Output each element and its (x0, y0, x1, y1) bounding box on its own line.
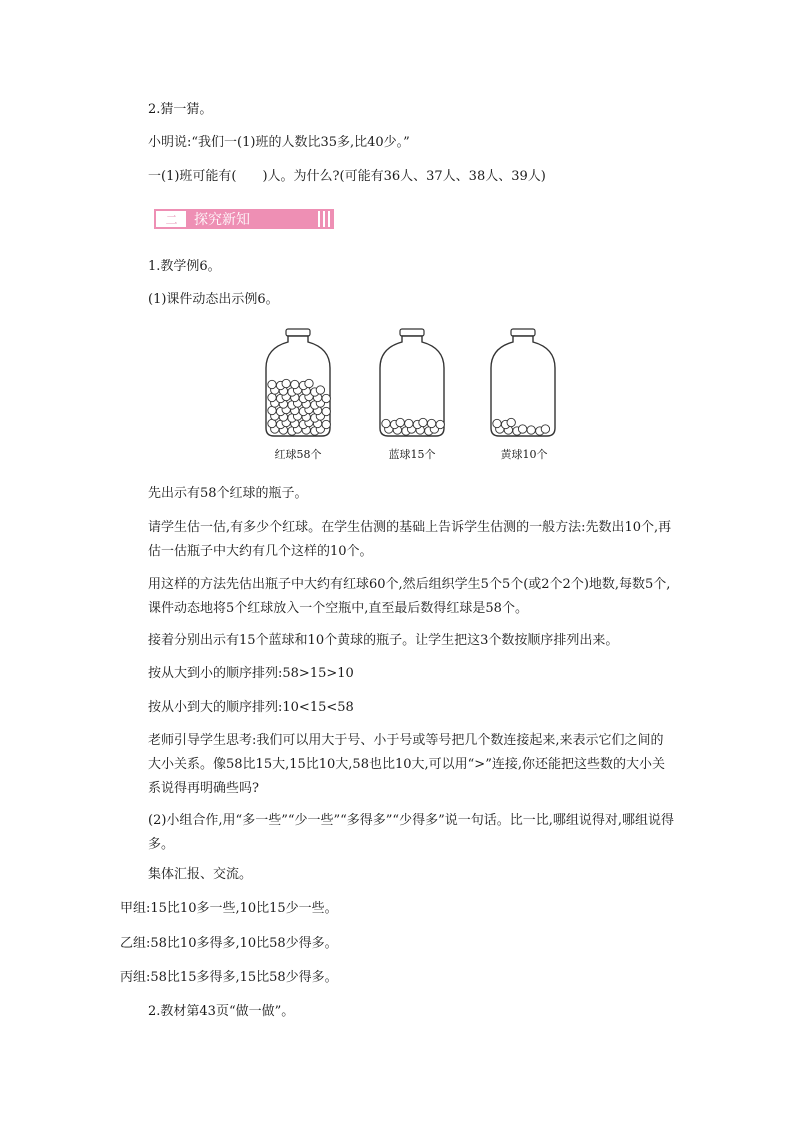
paragraph-8: (2)小组合作,用“多一些”“少一些”“多得多”“少得多”说一句话。比一比,哪组说得对,哪组说得多。 (148, 813, 674, 852)
section-number: 二 (165, 212, 177, 227)
paragraph-3: 用这样的方法先估出瓶子中大约有红球60个,然后组织学生5个5个(或2个2个)地数,每数5个,课件动态地将5个红球放入一个空瓶中,直至最后数得红球是58个。 (148, 577, 671, 616)
paragraph-10: 2.教材第43页“做一做”。 (148, 1004, 295, 1019)
guess-question: 一(1)班可能有( )人。为什么?(可能有36人、37人、38人、39人) (148, 169, 546, 184)
section-number-box (156, 211, 186, 227)
ball (493, 419, 501, 427)
jar-label-red: 红球58个 (274, 448, 322, 461)
section-banner (154, 209, 334, 229)
section-title: 探究新知 (194, 212, 250, 228)
ball (527, 426, 535, 434)
order-desc: 按从大到小的顺序排列:58>15>10 (148, 666, 354, 681)
paragraph-4: 接着分别出示有15个蓝球和10个黄球的瓶子。让学生把这3个数按顺序排列出来。 (148, 633, 619, 648)
ball (322, 420, 330, 428)
ball (405, 419, 413, 427)
ball (291, 380, 299, 388)
banner-stripes (318, 211, 330, 227)
order-asc: 按从小到大的顺序排列:10<15<58 (148, 700, 354, 715)
ball (268, 380, 276, 388)
ball (396, 418, 404, 426)
paragraph-2: 请学生估一估,有多少个红球。在学生估测的基础上告诉学生估测的一般方法:先数出10个,再估一估瓶子中大约有几个这样的10个。 (148, 520, 672, 559)
jar-label-yellow: 黄球10个 (500, 448, 548, 461)
ball (436, 420, 444, 428)
ball (316, 386, 324, 394)
ball (518, 425, 526, 433)
ball (282, 379, 290, 387)
jar-label-blue: 蓝球15个 (388, 448, 436, 461)
ball (419, 418, 427, 426)
ball (322, 407, 330, 415)
example-heading: 1.教学例6。 (148, 259, 221, 274)
paragraph-1: 先出示有58个红球的瓶子。 (148, 486, 308, 501)
paragraph-7: 老师引导学生思考:我们可以用大于号、小于号或等号把几个数连接起来,来表示它们之间的大小关系。像58比15大,15比10大,58也比10大,可以用“>”连接,你还能把这些数的大小关系说得再明确些吗? (148, 733, 665, 796)
ball (541, 425, 549, 433)
ball (322, 394, 330, 402)
ball (305, 379, 313, 387)
ball (382, 419, 390, 427)
group-bing: 丙组:58比15多得多,15比58少得多。 (120, 970, 338, 985)
ball (427, 419, 435, 427)
jar-blue (376, 328, 448, 440)
jar-yellow (487, 328, 559, 440)
group-yi: 乙组:58比10多得多,10比58少得多。 (120, 936, 338, 951)
jar-red (262, 328, 334, 440)
paragraph-9: 集体汇报、交流。 (148, 867, 253, 882)
ball (507, 418, 515, 426)
guess-heading: 2.猜一猜。 (148, 102, 213, 117)
group-jia: 甲组:15比10多一些,10比15少一些。 (120, 901, 338, 916)
example-sub1: (1)课件动态出示例6。 (148, 292, 279, 307)
guess-quote: 小明说:“我们一(1)班的人数比35多,比40少。” (148, 135, 410, 150)
